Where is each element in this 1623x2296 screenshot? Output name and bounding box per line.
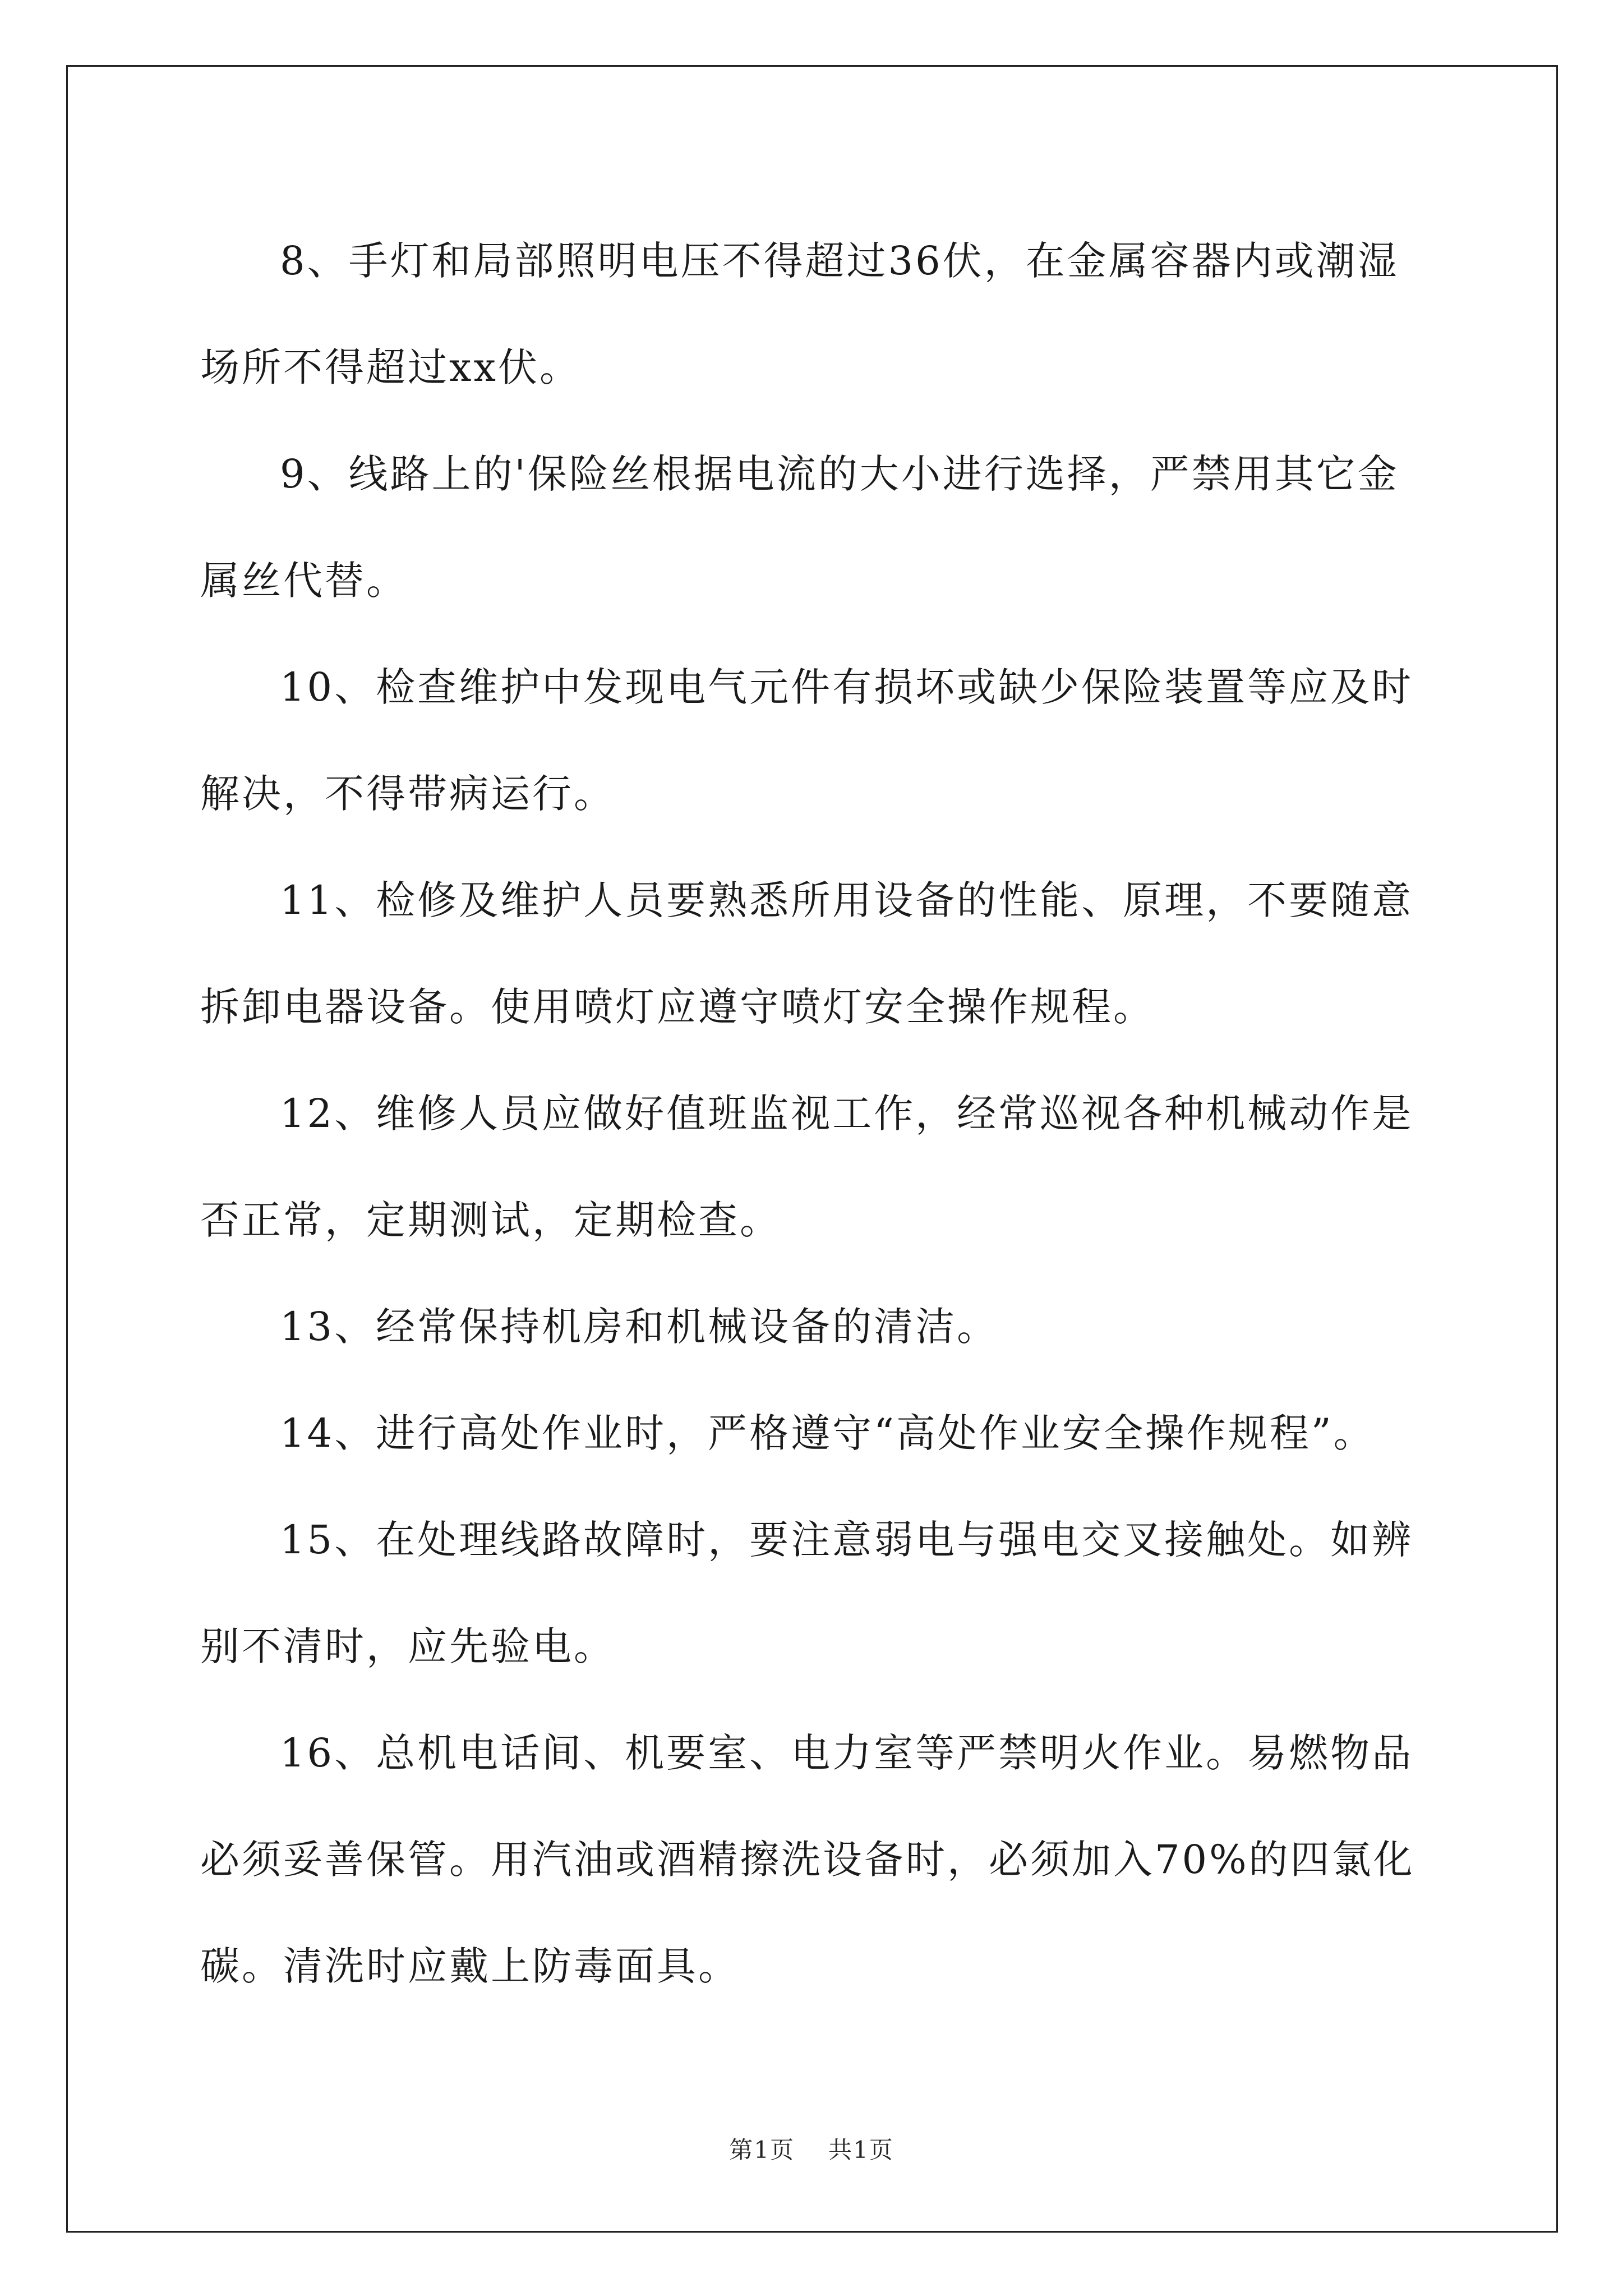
paragraph-12: 12、维修人员应做好值班监视工作，经常巡视各种机械动作是否正常，定期测试，定期检查。 bbox=[200, 1091, 1414, 1243]
paragraph-8: 8、手灯和局部照明电压不得超过36伏，在金属容器内或潮湿场所不得超过xx伏。 bbox=[200, 238, 1399, 390]
paragraph-14: 14、进行高处作业时，严格遵守“高处作业安全操作规程”。 bbox=[280, 1410, 1375, 1456]
page-footer bbox=[0, 2132, 1623, 2165]
page-total: 共1页 bbox=[828, 2136, 894, 2164]
paragraph-9: 9、线路上的'保险丝根据电流的大小进行选择，严禁用其它金属丝代替。 bbox=[200, 451, 1399, 604]
paragraph-13: 13、经常保持机房和机械设备的清洁。 bbox=[280, 1304, 999, 1350]
page-number: 第1页 bbox=[729, 2136, 795, 2164]
paragraph-16: 16、总机电话间、机要室、电力室等严禁明火作业。易燃物品必须妥善保管。用汽油或酒精擦洗设备时，必须加入70%的四氯化碳。清洗时应戴上防毒面具。 bbox=[200, 1730, 1415, 1989]
paragraph-15: 15、在处理线路故障时，要注意弱电与强电交叉接触处。如辨别不清时，应先验电。 bbox=[200, 1517, 1414, 1669]
paragraph-11: 11、检修及维护人员要熟悉所用设备的性能、原理，不要随意拆卸电器设备。使用喷灯应遵守喷灯安全操作规程。 bbox=[200, 877, 1414, 1030]
paragraph-10: 10、检查维护中发现电气元件有损坏或缺少保险装置等应及时解决，不得带病运行。 bbox=[200, 664, 1414, 817]
document-body bbox=[200, 208, 1434, 2019]
